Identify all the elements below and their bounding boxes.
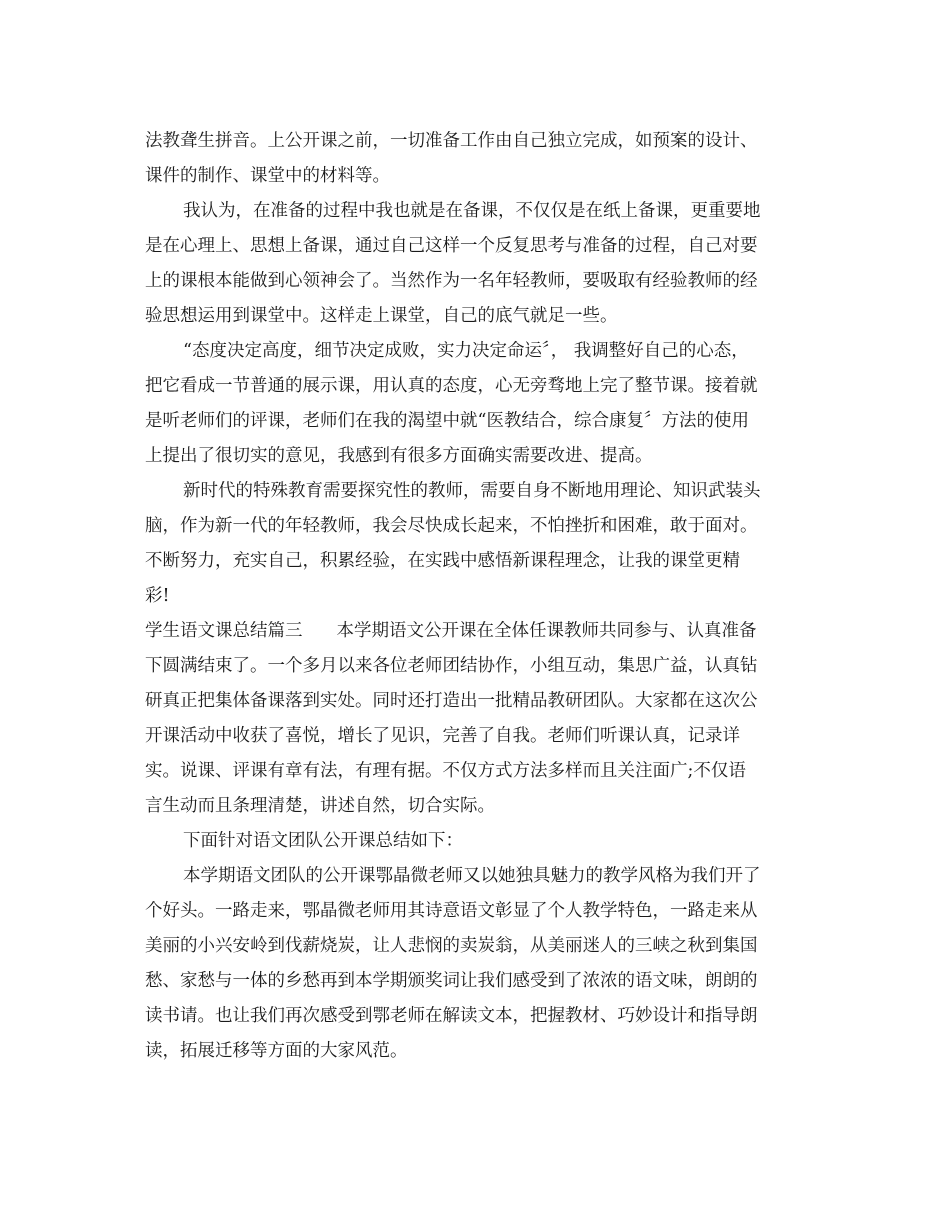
text-line: 是听老师们的评课，老师们在我的渴望中就“医教结合，综合康复〞方法的使用 [145,411,749,431]
text-line: 课件的制作、课堂中的材料等。 [145,166,390,186]
text-line: 美丽的小兴安岭到伐薪烧炭，让人悲悯的卖炭翁，从美丽迷人的三峡之秋到集国 [145,936,758,956]
text-line: 个好头。一路走来，鄂晶微老师用其诗意语文彰显了个人教学特色，一路走来从 [145,901,758,921]
section-first-line: 本学期语文公开课在全体任课教师共同参与、认真准备 [336,621,757,641]
section-heading-line [145,614,805,649]
text-line: 上提出了很切实的意见，我感到有很多方面确实需要改进、提高。 [145,446,653,466]
text-line: “态度决定高度，细节决定成败，实力决定命运〞， 我调整好自己的心态， [183,341,749,361]
text-line: 下面针对语文团队公开课总结如下： [183,831,463,851]
text-line: 验思想运用到课堂中。这样走上课堂，自己的底气就足一些。 [145,306,618,326]
text-line: 读，拓展迁移等方面的大家风范。 [145,1041,408,1061]
text-line: 上的课根本能做到心领神会了。当然作为一名年轻教师，要吸取有经验教师的经 [145,271,758,291]
document-body [145,124,805,1069]
text-line: 脑，作为新一代的年轻教师，我会尽快成长起来，不怕挫折和困难，敢于面对。 [145,516,758,536]
text-line: 法教聋生拼音。上公开课之前，一切准备工作由自己独立完成，如预案的设计、 [145,131,758,151]
text-line: 开课活动中收获了喜悦，增长了见识，完善了自我。老师们听课认真，记录详 [145,726,740,746]
text-line: 本学期语文团队的公开课鄂晶微老师又以她独具魅力的教学风格为我们开了 [183,866,761,886]
text-line: 言生动而且条理清楚，讲述自然，切合实际。 [145,796,495,816]
text-line: 把它看成一节普通的展示课，用认真的态度，心无旁骛地上完了整节课。接着就 [145,376,758,396]
text-line: 不断努力，充实自己，积累经验，在实践中感悟新课程理念，让我的课堂更精 [145,551,740,571]
text-line: 彩! [145,586,170,606]
text-line: 愁、家愁与一体的乡愁再到本学期颁奖词让我们感受到了浓浓的语文味，朗朗的 [145,971,758,991]
text-line: 是在心理上、思想上备课，通过自己这样一个反复思考与准备的过程，自己对要 [145,236,758,256]
text-line: 我认为，在准备的过程中我也就是在备课，不仅仅是在纸上备课，更重要地 [183,201,761,221]
text-line: 新时代的特殊教育需要探究性的教师，需要自身不断地用理论、知识武装头 [183,481,761,501]
text-line: 研真正把集体备课落到实处。同时还打造出一批精品教研团队。大家都在这次公 [145,691,758,711]
text-line: 下圆满结束了。一个多月以来各位老师团结协作，小组互动，集思广益，认真钻 [145,656,758,676]
text-line: 实。说课、评课有章有法，有理有据。不仅方式方法多样而且关注面广;不仅语 [145,761,746,781]
text-line: 读书请。也让我们再次感受到鄂老师在解读文本，把握教材、巧妙设计和指导朗 [145,1006,758,1026]
section-heading: 学生语文课总结篇三 [145,621,303,641]
